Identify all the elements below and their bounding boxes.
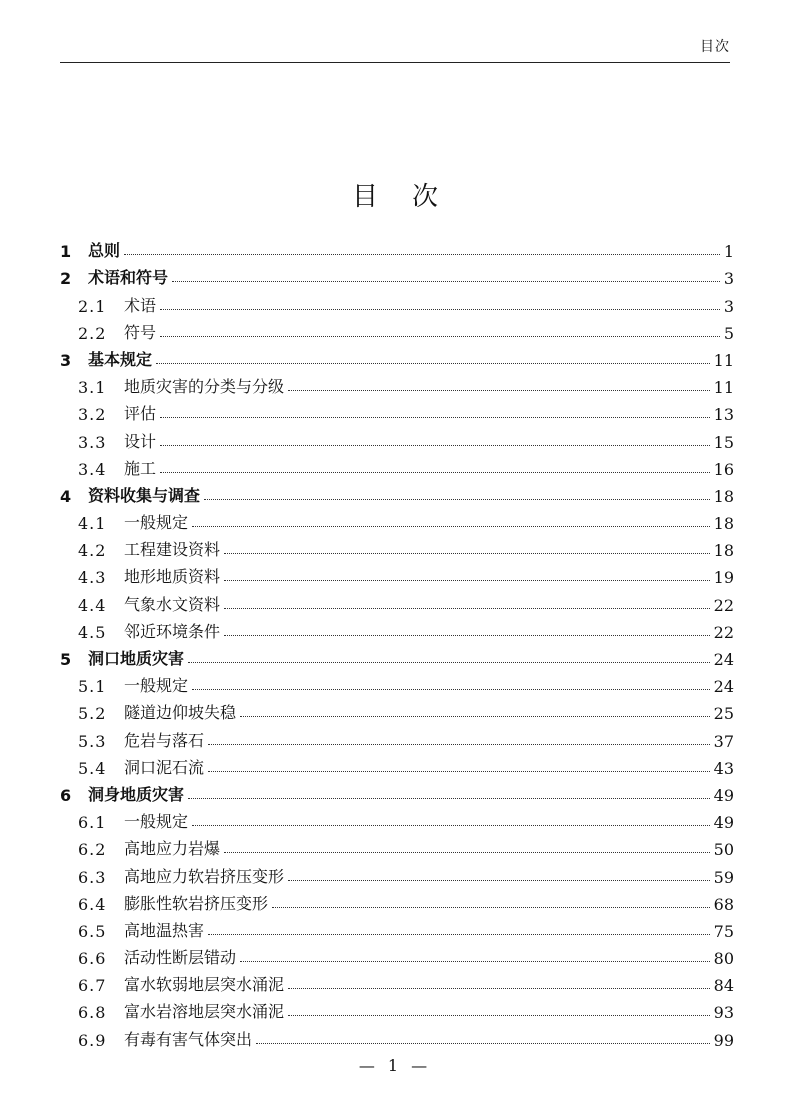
- toc-dot-leader: [192, 688, 710, 690]
- toc-entry-title: 洞身地质灾害: [88, 784, 185, 804]
- toc-dot-leader: [160, 444, 710, 446]
- toc-entry-number: 6.2: [78, 840, 107, 860]
- toc-dot-leader: [288, 389, 710, 391]
- toc-section-row[interactable]: [60, 805, 734, 832]
- toc-section-row[interactable]: [60, 615, 734, 642]
- toc-entry-page: 13: [713, 405, 734, 425]
- toc-section-row[interactable]: [60, 669, 734, 696]
- toc-entry-title: 设计: [124, 431, 157, 451]
- toc-entry-page: 3: [723, 296, 734, 316]
- toc-entry-number: 6.1: [78, 813, 107, 833]
- toc-entry-page: 84: [713, 976, 734, 996]
- toc-section-row[interactable]: [60, 533, 734, 560]
- toc-section-row[interactable]: [60, 914, 734, 941]
- toc-dot-leader: [172, 280, 720, 282]
- toc-entry-page: 22: [713, 622, 734, 642]
- toc-entry-number: 2.1: [78, 296, 107, 316]
- toc-section-row[interactable]: [60, 751, 734, 778]
- toc-dot-leader: [188, 661, 710, 663]
- toc-chapter-row[interactable]: [60, 778, 734, 805]
- toc-section-row[interactable]: [60, 859, 734, 886]
- toc-dot-leader: [288, 879, 710, 881]
- toc-entry-number: 2.2: [78, 323, 107, 343]
- toc-entry-number: 3.4: [78, 459, 107, 479]
- toc-entry-number: 4: [60, 486, 72, 506]
- toc-entry-number: 5.4: [78, 758, 107, 778]
- toc-entry-number: 6: [60, 785, 72, 805]
- toc-entry-title: 一般规定: [124, 676, 189, 696]
- toc-entry-page: 5: [723, 323, 734, 343]
- toc-entry-title: 一般规定: [124, 812, 189, 832]
- toc-entry-number: 5.3: [78, 731, 107, 751]
- toc-entry-number: 3.1: [78, 378, 107, 398]
- toc-entry-title: 工程建设资料: [124, 540, 221, 560]
- toc-entry-title: 地形地质资料: [124, 567, 221, 587]
- toc-entry-title: 资料收集与调查: [88, 485, 201, 505]
- toc-section-row[interactable]: [60, 397, 734, 424]
- toc-entry-page: 15: [713, 432, 734, 452]
- toc-dot-leader: [160, 471, 710, 473]
- toc-entry-number: 2: [60, 269, 72, 289]
- toc-entry-page: 99: [713, 1030, 734, 1050]
- toc-entry-page: 11: [713, 378, 734, 398]
- toc-dot-leader: [224, 552, 710, 554]
- toc-entry-title: 评估: [124, 404, 157, 424]
- toc-entry-page: 43: [713, 758, 734, 778]
- toc-dot-leader: [192, 525, 710, 527]
- toc-dot-leader: [224, 607, 710, 609]
- toc-entry-number: 5.1: [78, 677, 107, 697]
- toc-section-row[interactable]: [60, 506, 734, 533]
- toc-dot-leader: [160, 335, 720, 337]
- toc-section-row[interactable]: [60, 560, 734, 587]
- toc-section-row[interactable]: [60, 424, 734, 451]
- toc-dot-leader: [204, 498, 710, 500]
- toc-dot-leader: [208, 743, 710, 745]
- toc-entry-page: 68: [713, 894, 734, 914]
- toc-dot-leader: [224, 851, 710, 853]
- toc-dot-leader: [224, 579, 710, 581]
- toc-entry-page: 93: [713, 1003, 734, 1023]
- toc-entry-title: 高地应力软岩挤压变形: [124, 866, 285, 886]
- toc-entry-page: 49: [713, 785, 734, 805]
- toc-entry-title: 富水软弱地层突水涌泥: [124, 975, 285, 995]
- toc-entry-number: 5.2: [78, 704, 107, 724]
- page-number: — 1 —: [358, 1056, 432, 1075]
- toc-entry-page: 18: [713, 541, 734, 561]
- toc-entry-title: 洞口泥石流: [124, 757, 205, 777]
- toc-dot-leader: [160, 308, 720, 310]
- toc-entry-number: 6.4: [78, 894, 107, 914]
- toc-section-row[interactable]: [60, 316, 734, 343]
- toc-chapter-row[interactable]: [60, 343, 734, 370]
- toc-entry-title: 活动性断层错动: [124, 948, 237, 968]
- toc-entry-number: 6.3: [78, 867, 107, 887]
- toc-entry-number: 4.2: [78, 541, 107, 561]
- running-header: 目次: [700, 39, 730, 55]
- toc-entry-title: 高地温热害: [124, 920, 205, 940]
- toc-entry-page: 16: [713, 459, 734, 479]
- header-divider: [60, 62, 730, 63]
- toc-section-row[interactable]: [60, 452, 734, 479]
- toc-entry-number: 4.5: [78, 622, 107, 642]
- toc-dot-leader: [224, 634, 710, 636]
- toc-chapter-row[interactable]: [60, 642, 734, 669]
- toc-section-row[interactable]: [60, 1022, 734, 1049]
- toc-entry-title: 危岩与落石: [124, 730, 205, 750]
- toc-entry-number: 4.1: [78, 514, 107, 534]
- toc-chapter-row[interactable]: [60, 234, 734, 261]
- toc-dot-leader: [288, 1014, 710, 1016]
- toc-entry-page: 18: [713, 486, 734, 506]
- toc-entry-page: 37: [713, 731, 734, 751]
- toc-dot-leader: [124, 253, 720, 255]
- toc-entry-page: 24: [713, 677, 734, 697]
- toc-entry-page: 80: [713, 949, 734, 969]
- toc-entry-title: 术语和符号: [88, 268, 169, 288]
- toc-dot-leader: [192, 824, 710, 826]
- toc-entry-title: 一般规定: [124, 513, 189, 533]
- toc-entry-page: 24: [713, 650, 734, 669]
- toc-entry-title: 膨胀性软岩挤压变形: [124, 893, 269, 913]
- toc-entry-page: 59: [713, 867, 734, 887]
- toc-entry-number: 4.3: [78, 568, 107, 588]
- toc-entry-title: 符号: [124, 322, 157, 342]
- toc-entry-number: 6.6: [78, 949, 107, 969]
- toc-entry-number: 6.9: [78, 1030, 107, 1050]
- toc-entry-number: 3.2: [78, 405, 107, 425]
- toc-entry-number: 3.3: [78, 432, 107, 452]
- toc-entry-number: 6.8: [78, 1003, 107, 1023]
- toc-entry-page: 49: [713, 813, 734, 833]
- toc-entry-title: 施工: [124, 458, 157, 478]
- toc-section-row[interactable]: [60, 941, 734, 968]
- toc-section-row[interactable]: [60, 832, 734, 859]
- toc-entry-title: 总则: [88, 241, 121, 261]
- toc-dot-leader: [156, 362, 710, 364]
- toc-entry-number: 3: [60, 350, 72, 370]
- toc-entry-title: 邻近环境条件: [124, 621, 221, 641]
- toc-chapter-row[interactable]: [60, 479, 734, 506]
- toc-section-row[interactable]: [60, 887, 734, 914]
- toc-section-row[interactable]: [60, 995, 734, 1022]
- toc-entry-number: 5: [60, 650, 72, 669]
- toc-dot-leader: [160, 416, 710, 418]
- toc-chapter-row[interactable]: [60, 261, 734, 288]
- toc-dot-leader: [240, 960, 710, 962]
- toc-entry-page: 18: [713, 514, 734, 534]
- toc-entry-title: 术语: [124, 295, 157, 315]
- toc-dot-leader: [208, 770, 710, 772]
- toc-entry-page: 75: [713, 921, 734, 941]
- toc-dot-leader: [188, 797, 710, 799]
- page-title: 目次: [351, 182, 472, 212]
- toc-entry-title: 地质灾害的分类与分级: [124, 377, 285, 397]
- toc-entry-page: 19: [713, 568, 734, 588]
- toc-entry-title: 高地应力岩爆: [124, 839, 221, 859]
- toc-entry-number: 4.4: [78, 595, 107, 615]
- toc-dot-leader: [288, 987, 710, 989]
- toc-section-row[interactable]: [60, 696, 734, 723]
- toc-entry-page: 22: [713, 595, 734, 615]
- toc-section-row[interactable]: [60, 968, 734, 995]
- toc-entry-number: 6.7: [78, 976, 107, 996]
- toc-dot-leader: [272, 906, 710, 908]
- toc-entry-page: 1: [723, 242, 734, 262]
- toc-entry-title: 气象水文资料: [124, 594, 221, 614]
- toc-dot-leader: [208, 933, 710, 935]
- toc-entry-page: 50: [713, 840, 734, 860]
- toc-entry-title: 有毒有害气体突出: [124, 1029, 253, 1049]
- toc-dot-leader: [240, 715, 710, 717]
- toc-section-row[interactable]: [60, 587, 734, 614]
- toc-entry-page: 3: [723, 269, 734, 289]
- toc-entry-page: 11: [713, 350, 734, 370]
- toc-entry-number: 6.5: [78, 921, 107, 941]
- toc-entry-number: 1: [60, 242, 72, 262]
- toc-entry-title: 洞口地质灾害: [88, 649, 185, 668]
- table-of-contents: [60, 234, 734, 1050]
- toc-section-row[interactable]: [60, 370, 734, 397]
- toc-entry-title: 富水岩溶地层突水涌泥: [124, 1002, 285, 1022]
- toc-entry-page: 25: [713, 704, 734, 724]
- toc-section-row[interactable]: [60, 288, 734, 315]
- toc-dot-leader: [256, 1042, 710, 1044]
- toc-entry-title: 隧道边仰坡失稳: [124, 703, 237, 723]
- toc-section-row[interactable]: [60, 723, 734, 750]
- toc-entry-title: 基本规定: [88, 349, 153, 369]
